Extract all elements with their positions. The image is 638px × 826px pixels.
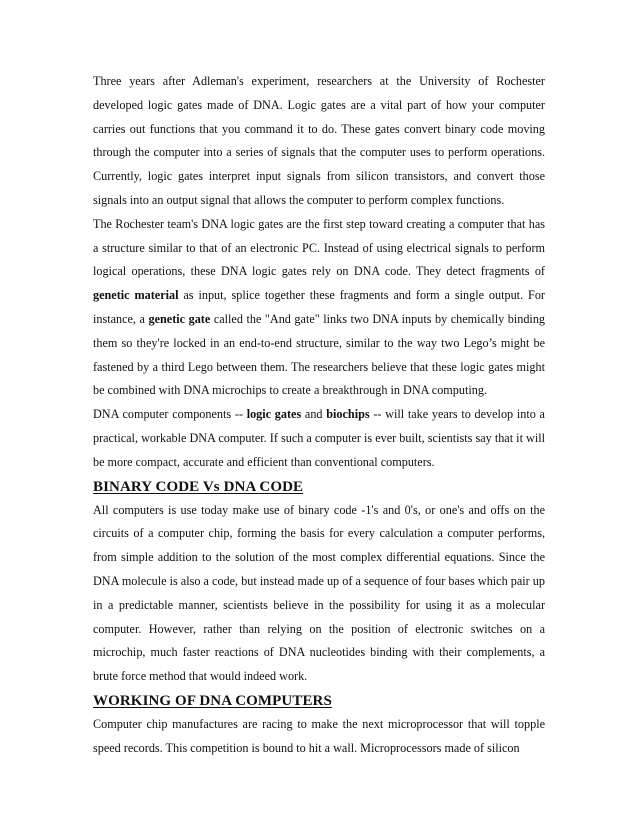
section-heading-working: WORKING OF DNA COMPUTERS (93, 692, 332, 709)
paragraph-dna-components (93, 403, 545, 474)
paragraph-logic-gates-intro: Three years after Adleman's experiment, researchers at the University of Rochester developed logic gates made of DNA. Logic gates are a vital part of how your computer carries out functions that you command it to do. These gates convert binary code moving through the computer into a series of signals that the computer uses to perform operations. Currently, logic gates interpret input signals from silicon transistors, and convert those signals into an output signal that allows the computer to perform complex functions. (93, 74, 545, 207)
section-heading-binary-vs-dna: BINARY CODE Vs DNA CODE (93, 478, 304, 495)
text-run: called the "And gate" links two DNA inputs by chemically binding them so they're locked in an end-to-end structure, similar to the way two Lego’s might be fastened by a third Lego between them. The researchers believe that these logic gates might be combined with DNA microchips to create a breakthrough in DNA computing. (93, 311, 546, 398)
bold-term-logic-gates: logic gates (246, 407, 302, 422)
document-page (93, 70, 545, 761)
paragraph-rochester-team (93, 213, 545, 403)
bold-term-biochips: biochips (326, 407, 370, 422)
paragraph-working: Computer chip manufactures are racing to make the next microprocessor that will topple speed records. This competition is bound to hit a wall. Microprocessors made of silicon (93, 716, 545, 755)
text-run: DNA computer components -- (93, 407, 247, 422)
text-run: as input, splice together these fragments and form a single output. For instance, a (93, 288, 545, 326)
paragraph-binary-code: All computers is use today make use of binary code -1's and 0's, or one's and offs on the circuits of a computer chip, forming the basis for every calculation a computer performs, from simple addition to the solution of the most complex differential equations. Since the DNA molecule is also a code, but instead made up of a sequence of four bases which pair up in a predictable manner, scientists believe in the possibility for using it as a molecular computer. However, rather than relying on the position of electronic switches on a microchip, much faster reactions of DNA nucleotides binding with their complements, a brute force method that would indeed work. (93, 502, 545, 684)
bold-term-genetic-material: genetic material (93, 288, 179, 303)
text-run: -- will take years to develop into a practical, workable DNA computer. If such a computer is ever built, scientists say that it will be more compact, accurate and efficient than conventional computers. (93, 407, 545, 469)
text-run: and (301, 407, 327, 422)
text-run: The Rochester team's DNA logic gates are the first step toward creating a computer that has a structure similar to that of an electronic PC. Instead of using electrical signals to perform logical operations, these DNA logic gates rely on DNA code. They detect fragments of (93, 216, 545, 279)
bold-term-genetic-gate: genetic gate (148, 311, 211, 326)
